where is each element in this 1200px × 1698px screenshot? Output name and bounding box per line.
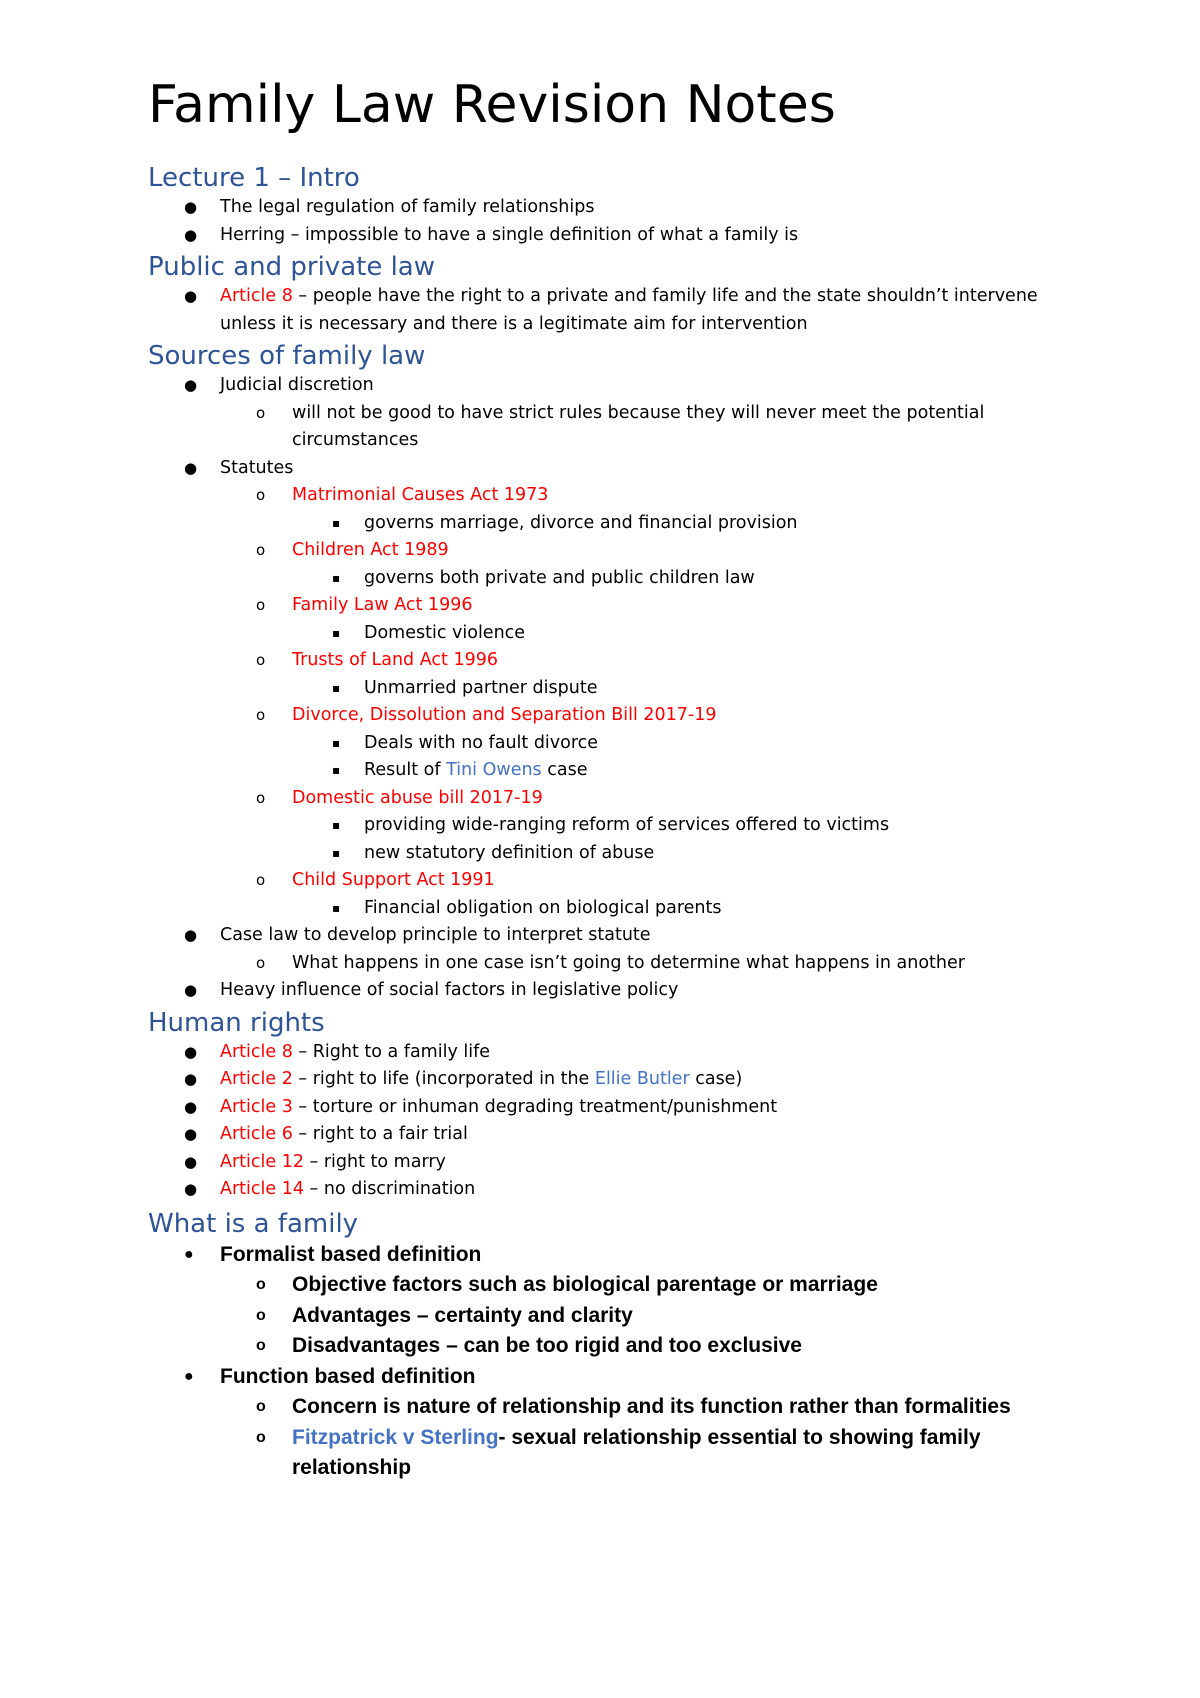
article-ref: Article 14 [220, 1179, 304, 1199]
bullet-icon: ● [184, 1367, 194, 1385]
square-bullet-icon: ▪ [332, 625, 341, 640]
list-item: o Advantages – certainty and clarity [148, 1301, 1080, 1332]
list-item: ▪ Result of Tini Owens case [148, 757, 1080, 785]
heading-lecture: Lecture 1 – Intro [148, 163, 360, 193]
heading-human-rights: Human rights [148, 1007, 325, 1038]
list-item: ▪ Domestic violence [148, 620, 1080, 648]
list-item: ● Function based definition [148, 1362, 1080, 1393]
article-ref: Article 12 [220, 1151, 304, 1172]
circle-bullet-icon: o [256, 486, 266, 504]
list-item: ● Article 2 – right to life (incorporated in the Ellie Butler case) [148, 1066, 1080, 1094]
circle-bullet-icon: o [256, 1398, 266, 1415]
article-ref: Article 8 [220, 1041, 293, 1062]
list-item: ● Heavy influence of social factors in legislative policy [148, 977, 1080, 1005]
list-public-private [148, 283, 1080, 338]
list-item: ▪ Unmarried partner dispute [148, 675, 1080, 703]
list-item: ● Formalist based definition [148, 1240, 1080, 1271]
list-item: ▪ governs marriage, divorce and financial provision [148, 510, 1080, 538]
statute-item: o Trusts of Land Act 1996 [148, 647, 1080, 675]
circle-bullet-icon: o [256, 1276, 266, 1293]
case-ref: Tini Owens [446, 760, 542, 780]
square-bullet-icon: ▪ [332, 515, 341, 530]
list-item: ● Case law to develop principle to interpret statute [148, 922, 1080, 950]
statute-item: o Children Act 1989 [148, 537, 1080, 565]
list-lecture [148, 194, 1080, 249]
bullet-icon: ● [184, 1125, 198, 1143]
circle-bullet-icon: o [256, 596, 266, 614]
statute-item: o Divorce, Dissolution and Separation Bill 2017-19 [148, 702, 1080, 730]
list-item: ● Article 3 – torture or inhuman degrading treatment/punishment [148, 1094, 1080, 1122]
list-item: o will not be good to have strict rules because they will never meet the potential circumstances [148, 400, 1080, 455]
heading-what-is-family: What is a family [148, 1208, 359, 1239]
square-bullet-icon: ▪ [332, 900, 341, 915]
list-sources [148, 372, 1080, 1005]
list-item: ● Judicial discretion [148, 372, 1080, 400]
bullet-icon: ● [184, 1245, 194, 1263]
bullet-icon: ● [184, 287, 198, 305]
case-ref: Ellie Butler [594, 1069, 690, 1089]
heading-public-private: Public and private law [148, 252, 436, 282]
bullet-icon: ● [184, 225, 198, 244]
statute-item: o Child Support Act 1991 [148, 867, 1080, 895]
square-bullet-icon: ▪ [332, 680, 341, 695]
list-item: ● Herring – impossible to have a single definition of what a family is [148, 222, 1080, 250]
bullet-icon: ● [184, 926, 198, 944]
circle-bullet-icon: o [256, 953, 266, 972]
article-ref: Article 6 [220, 1124, 293, 1144]
list-item: ● Article 8 – Right to a family life [148, 1039, 1080, 1067]
square-bullet-icon: ▪ [332, 845, 341, 860]
circle-bullet-icon: o [256, 788, 266, 807]
bullet-icon: ● [184, 198, 198, 216]
square-bullet-icon: ▪ [332, 735, 341, 750]
heading-sources: Sources of family law [148, 341, 426, 371]
square-bullet-icon: ▪ [332, 570, 341, 585]
circle-bullet-icon: o [256, 541, 266, 559]
list-family [148, 1240, 1080, 1484]
bullet-icon: ● [184, 1180, 198, 1198]
circle-bullet-icon: o [256, 651, 266, 669]
list-item: ▪ providing wide-ranging reform of services offered to victims [148, 812, 1080, 840]
square-bullet-icon: ▪ [332, 763, 341, 777]
document-title: Family Law Revision Notes [148, 75, 836, 135]
bullet-icon: ● [184, 1097, 198, 1116]
case-ref: Fitzpatrick v Sterling [292, 1425, 499, 1449]
square-bullet-icon: ▪ [332, 818, 341, 832]
list-item: o Disadvantages – can be too rigid and too exclusive [148, 1331, 1080, 1362]
bullet-icon: ● [184, 458, 198, 477]
list-item: ▪ new statutory definition of abuse [148, 840, 1080, 868]
statute-item: o Domestic abuse bill 2017-19 [148, 785, 1080, 813]
list-item: ● Article 6 – right to a fair trial [148, 1121, 1080, 1149]
list-item: ● Article 12 – right to marry [148, 1149, 1080, 1177]
bullet-icon: ● [184, 1070, 198, 1088]
list-item: ● Article 8 – people have the right to a private and family life and the state shouldn’t intervene unless it is necessary and there is a legitimate aim for intervention [148, 283, 1080, 338]
list-item: ▪ Financial obligation on biological parents [148, 895, 1080, 923]
list-item: ▪ governs both private and public children law [148, 565, 1080, 593]
article-ref: Article 8 [220, 286, 293, 306]
circle-bullet-icon: o [256, 403, 266, 422]
article-ref: Article 3 [220, 1096, 293, 1117]
statute-item: o Family Law Act 1996 [148, 592, 1080, 620]
list-item: o Fitzpatrick v Sterling- sexual relationship essential to showing family relationship [148, 1423, 1080, 1484]
list-item: ▪ Deals with no fault divorce [148, 730, 1080, 758]
circle-bullet-icon: o [256, 1337, 266, 1354]
article-ref: Article 2 [220, 1069, 293, 1089]
circle-bullet-icon: o [256, 706, 266, 724]
list-item: ● The legal regulation of family relationships [148, 194, 1080, 222]
circle-bullet-icon: o [256, 871, 266, 889]
list-item: ● Article 14 – no discrimination [148, 1176, 1080, 1204]
list-item: o Objective factors such as biological parentage or marriage [148, 1270, 1080, 1301]
circle-bullet-icon: o [256, 1428, 266, 1446]
list-item: o What happens in one case isn’t going to determine what happens in another [148, 950, 1080, 978]
list-item: ● Statutes [148, 455, 1080, 483]
statute-item: o Matrimonial Causes Act 1973 [148, 482, 1080, 510]
bullet-icon: ● [184, 981, 198, 999]
list-item: o Concern is nature of relationship and its function rather than formalities [148, 1392, 1080, 1423]
bullet-icon: ● [184, 1042, 198, 1061]
bullet-icon: ● [184, 376, 198, 394]
circle-bullet-icon: o [256, 1306, 266, 1324]
list-human-rights [148, 1039, 1080, 1204]
bullet-icon: ● [184, 1152, 198, 1171]
